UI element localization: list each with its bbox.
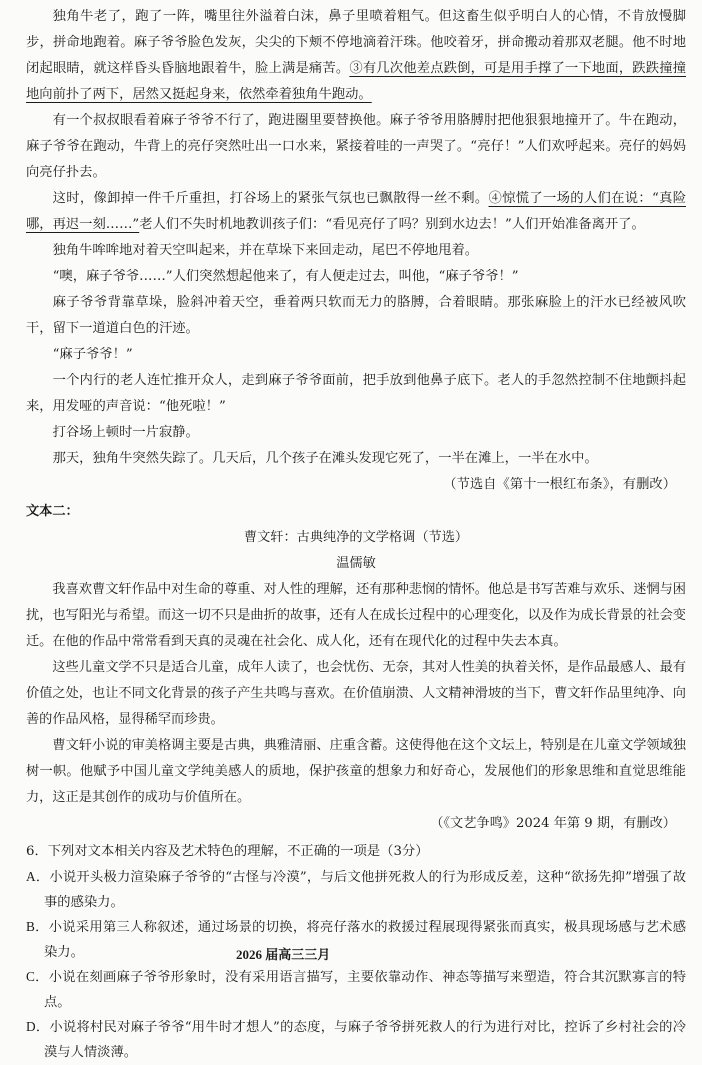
story-paragraph: 有一个叔叔眼看着麻子爷爷不行了，跑进圈里要替换他。麻子爷爷用胳膊肘把他狠狠地撞开了。牛在跑动，麻子爷爷在跑动，牛背上的亮仔突然吐出一口水来，紧接着哇的一声哭了。“亮仔！”人们欢呼起来。亮仔的妈妈向亮仔扑去。 xyxy=(26,113,686,180)
option-key: D． xyxy=(26,1019,50,1034)
story-paragraph xyxy=(26,4,686,108)
text2-paragraph: 曹文轩小说的审美格调主要是古典，典雅清丽、庄重含蓄。这使得他在这个文坛上，特别是在儿童文学领域独树一帜。他赋予中国儿童文学纯美感人的质地，保护孩童的想象力和好奇心，发展他们的形象思维和直觉思维能力，这正是其创作的成功与价值所在。 xyxy=(26,738,686,805)
story-paragraph: 那天，独角牛突然失踪了。几天后，几个孩子在滩头发现它死了，一半在滩上，一半在水中。 xyxy=(52,451,598,466)
story-paragraph: 一个内行的老人连忙推开众人，走到麻子爷爷面前，把手放到他鼻子底下。老人的手忽然控制不住地颤抖起来，用发哑的声音说：“他死啦！” xyxy=(26,373,686,414)
text2-title: 曹文轩：古典纯净的文学格调（节选） xyxy=(243,530,469,545)
option-a xyxy=(26,865,686,915)
text2-paragraph: 我喜欢曹文轩作品中对生命的尊重、对人性的理解，还有那种悲悯的情怀。他总是书写苦难与欢乐、迷惘与困扰，也写阳光与希望。而这一切不只是曲折的故事，还有人在成长过程中的心理变化，以及作为成长背景的社会变迁。在他的作品中常常看到天真的灵魂在社会化、成人化，还有在现代化的过程中失去本真。 xyxy=(26,582,686,649)
underlined-sentence-3: ③有几次他差点跌倒，可是用手撑了一下地面，跌跌撞撞地向前扑了两下，居然又挺起身来，依然牵着独角牛跑动。 xyxy=(26,61,687,102)
story-paragraph xyxy=(26,186,686,238)
story-paragraph: “噢，麻子爷爷……”人们突然想起他来了，有人便走过去，叫他，“麻子爷爷！” xyxy=(52,269,519,284)
option-d xyxy=(26,1015,686,1065)
story-paragraph: 打谷场上顿时一片寂静。 xyxy=(52,425,199,440)
option-key: A． xyxy=(26,869,50,884)
page-footer: 2026 届高三三月 xyxy=(236,947,331,962)
option-text: 小说在刻画麻子爷爷形象时，没有采用语言描写，主要依靠动作、神态等描写来塑造，符合其沉默寡言的特点。 xyxy=(44,970,686,1010)
option-text: 小说采用第三人称叙述，通过场景的切换，将亮仔落水的救援过程展现得紧张而真实，极具现场感与艺术感染力。 xyxy=(44,920,686,960)
option-b xyxy=(26,915,686,965)
paragraph-text: 这时，像卸掉一件千斤重担，打谷场上的紧张气氛也已飘散得一丝不剩。 xyxy=(52,191,489,206)
text2-source: （《文艺争鸣》2024 年第 9 期，有删改） xyxy=(430,816,676,831)
option-text: 小说将村民对麻子爷爷“用牛时才想人”的态度，与麻子爷爷拼死救人的行为进行对比，控诉了乡村社会的冷漠与人情淡薄。 xyxy=(44,1020,686,1060)
option-c xyxy=(26,965,686,1015)
option-text: 小说开头极力渲染麻子爷爷的“古怪与冷漠”，与后文他拼死救人的行为形成反差，这种“欲扬先抑”增强了故事的感染力。 xyxy=(44,870,686,910)
story-source: （节选自《第十一根红布条》，有删改） xyxy=(443,477,676,492)
story-paragraph: “麻子爷爷！” xyxy=(52,347,133,362)
underlined-sentence-4: ④惊慌了一场的人们在说：“真险哪，再迟一刻……” xyxy=(26,191,686,232)
question-stem: 6．下列对文本相关内容及艺术特色的理解，不正确的一项是（3分） xyxy=(26,844,429,859)
story-paragraph: 麻子爷爷背靠草垛，脸斜冲着天空，垂着两只软而无力的胳膊，合着眼睛。那张麻脸上的汗水已经被风吹干，留下一道道白色的汗迹。 xyxy=(26,295,686,336)
paragraph-text: 独角牛老了，跑了一阵，嘴里往外溢着白沫，鼻子里喷着粗气。但这畜生似乎明白人的心情，不肯放慢脚步，拼命地跑着。麻子爷爷脸色发灰，尖尖的下颊不停地滴着汗珠。他咬着牙，拼命搬动着那双老腿。他不时地闭起眼睛，就这样昏头昏脑地跟着牛，脸上满是痛苦。 xyxy=(26,9,686,76)
text2-author: 温儒敏 xyxy=(336,556,376,571)
story-paragraph: 独角牛哞哞地对着天空叫起来，并在草垛下来回走动，尾巴不停地甩着。 xyxy=(52,243,479,258)
option-key: B． xyxy=(26,919,49,934)
text2-section xyxy=(26,499,686,837)
text2-paragraph: 这些儿童文学不只是适合儿童，成年人读了，也会忧伤、无奈，其对人性美的执着关怀，是作品最感人、最有价值之处，也让不同文化背景的孩子产生共鸣与喜欢。在价值崩溃、人文精神滑坡的当下，曹文轩作品里纯净、向善的作品风格，显得稀罕而珍贵。 xyxy=(26,660,686,727)
text2-label: 文本二： xyxy=(26,504,79,519)
option-key: C． xyxy=(26,969,49,984)
question-6 xyxy=(26,839,686,1065)
story-section xyxy=(26,4,686,498)
paragraph-text: 老人们不失时机地教训孩子们：“看见亮仔了吗？别到水边去！”人们开始准备离开了。 xyxy=(139,217,645,232)
